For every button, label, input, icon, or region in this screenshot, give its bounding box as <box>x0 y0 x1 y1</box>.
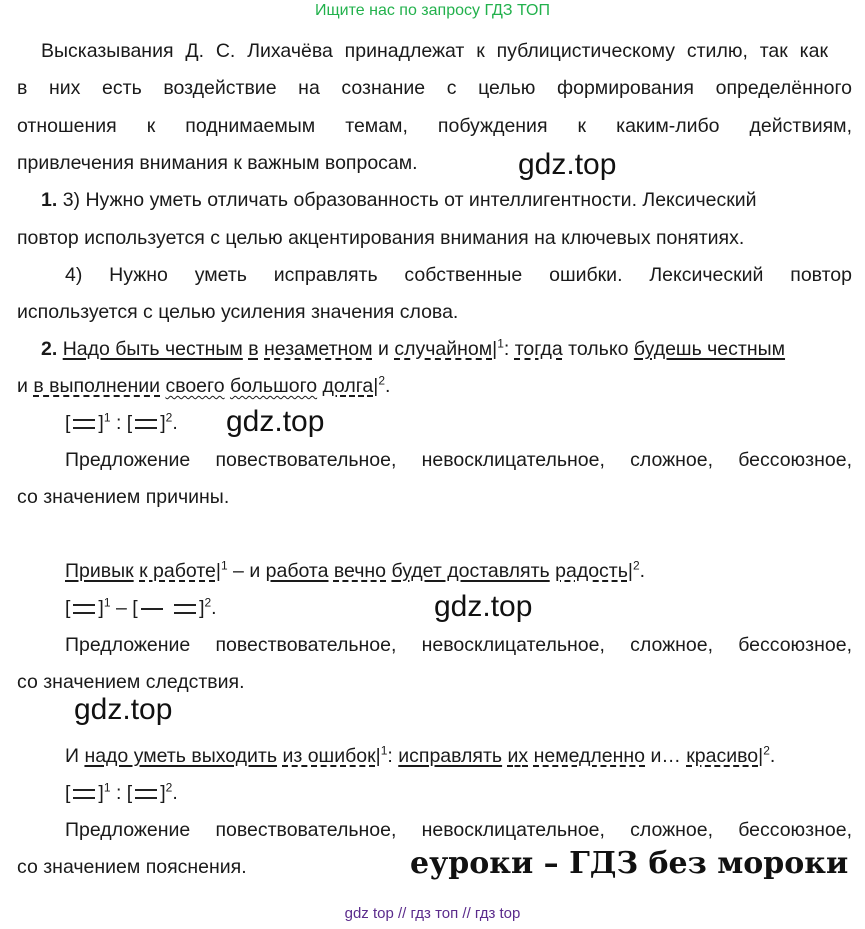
clause-number: 1 <box>220 558 228 573</box>
header-link[interactable]: Ищите нас по запросу ГДЗ ТОП <box>315 2 550 19</box>
watermark: gdz.top <box>518 148 617 181</box>
circumstance: красиво <box>686 745 759 767</box>
predicate: будет доставлять <box>391 560 550 582</box>
punctuation: : <box>387 745 399 767</box>
clause-bar: | <box>627 560 633 582</box>
circumstance: в выполнении <box>33 375 161 397</box>
circumstance: немедленно <box>533 745 646 767</box>
watermark: gdz.top <box>74 693 173 726</box>
clause-number: 2 <box>763 743 770 758</box>
clause-bar: | <box>373 375 379 397</box>
clause-bar: | <box>492 338 498 360</box>
punctuation: . <box>639 560 646 582</box>
circumstance: случайном <box>394 338 493 360</box>
punctuation: – и <box>227 560 266 582</box>
object: радость <box>555 560 628 582</box>
description-2-line-2: со значением следствия. <box>17 671 245 693</box>
answer-1-number: 1. <box>41 189 58 211</box>
description-3-line-2: со значением пояснения. <box>17 856 247 878</box>
clause-number: 2 <box>632 558 640 573</box>
intro-line-3: отношения к поднимаемым темам, побуждения к каким-либо действиям, <box>17 115 852 137</box>
predicate: будешь честным <box>633 338 786 360</box>
answer-1-line-4: используется с целью усиления значения слова. <box>17 301 459 323</box>
object: к работе <box>139 560 216 582</box>
attribute: большого <box>229 375 318 397</box>
subject-mark <box>141 608 163 610</box>
punctuation: . <box>385 375 391 397</box>
circumstance: из ошибок <box>282 745 376 767</box>
sentence-3 <box>65 745 775 768</box>
circumstance: тогда <box>514 338 563 360</box>
predicate: надо уметь выходить <box>84 745 278 767</box>
predicate: Привык <box>65 560 134 582</box>
footer-links[interactable]: gdz top // гдз топ // гдз top <box>344 905 521 922</box>
intro-line-1: Высказывания Д. С. Лихачёва принадлежат к публицистическому стилю, так как <box>41 40 828 62</box>
answer-1-line-2: повтор используется с целью акцентирования внимания на ключевых понятиях. <box>17 227 745 249</box>
scheme-3: [ ]$^1$ : [ ]$^2$. <box>65 780 178 804</box>
predicate-mark <box>174 604 196 614</box>
preposition: в <box>248 338 259 360</box>
predicate-mark <box>73 789 95 799</box>
object: долга <box>322 375 374 397</box>
answer-1-line-1 <box>41 189 852 212</box>
circumstance: вечно <box>333 560 387 582</box>
intro-line-4: привлечения внимания к важным вопросам. <box>17 152 418 174</box>
punctuation: . <box>769 745 776 767</box>
conjunction: И <box>65 745 85 767</box>
scheme-2: [ ]$^1$ – [ ]$^2$. <box>65 595 217 619</box>
clause-number: 2 <box>378 373 385 388</box>
particle: только <box>568 338 629 360</box>
conjunction: и <box>377 338 389 360</box>
punctuation: : <box>503 338 515 360</box>
conjunction: и… <box>650 745 687 767</box>
clause-number: 1 <box>380 743 388 758</box>
predicate-mark <box>135 789 157 799</box>
circumstance: незаметном <box>264 338 373 360</box>
clause-bar: | <box>758 745 764 767</box>
predicate-mark <box>135 419 157 429</box>
predicate-mark <box>73 419 95 429</box>
answer-1-text: 3) Нужно уметь отличать образованность от интеллигентности. Лексический <box>62 189 757 211</box>
predicate-mark <box>73 604 95 614</box>
watermark: gdz.top <box>226 405 325 438</box>
sentence-1-line-1 <box>41 338 785 361</box>
watermark: gdz.top <box>434 590 533 623</box>
intro-line-2: в них есть воздействие на сознание с целью формирования определённого <box>17 77 852 99</box>
description-3-line-1: Предложение повествовательное, невосклицательное, сложное, бессоюзное, <box>65 819 852 841</box>
attribute: своего <box>165 375 225 397</box>
clause-number: 1 <box>497 336 504 351</box>
predicate: исправлять <box>398 745 503 767</box>
description-2-line-1: Предложение повествовательное, невосклицательное, сложное, бессоюзное, <box>65 634 852 656</box>
predicate: Надо быть честным <box>62 338 243 360</box>
clause-bar: | <box>375 745 381 767</box>
scheme-1: [ ]$^1$ : [ ]$^2$. <box>65 410 178 434</box>
object: их <box>507 745 529 767</box>
sentence-1-line-2 <box>17 375 390 398</box>
description-1-line-2: со значением причины. <box>17 486 230 508</box>
sentence-2 <box>65 560 645 583</box>
description-1-line-1: Предложение повествовательное, невосклицательное, сложное, бессоюзное, <box>65 449 852 471</box>
answer-2-number: 2. <box>41 338 58 360</box>
clause-bar: | <box>215 560 221 582</box>
brand-logo-text: еуроки – ГДЗ без мороки <box>410 846 849 881</box>
subject: работа <box>265 560 329 582</box>
answer-1-line-3: 4) Нужно уметь исправлять собственные ошибки. Лексический повтор <box>65 264 852 286</box>
conjunction: и <box>17 375 28 397</box>
